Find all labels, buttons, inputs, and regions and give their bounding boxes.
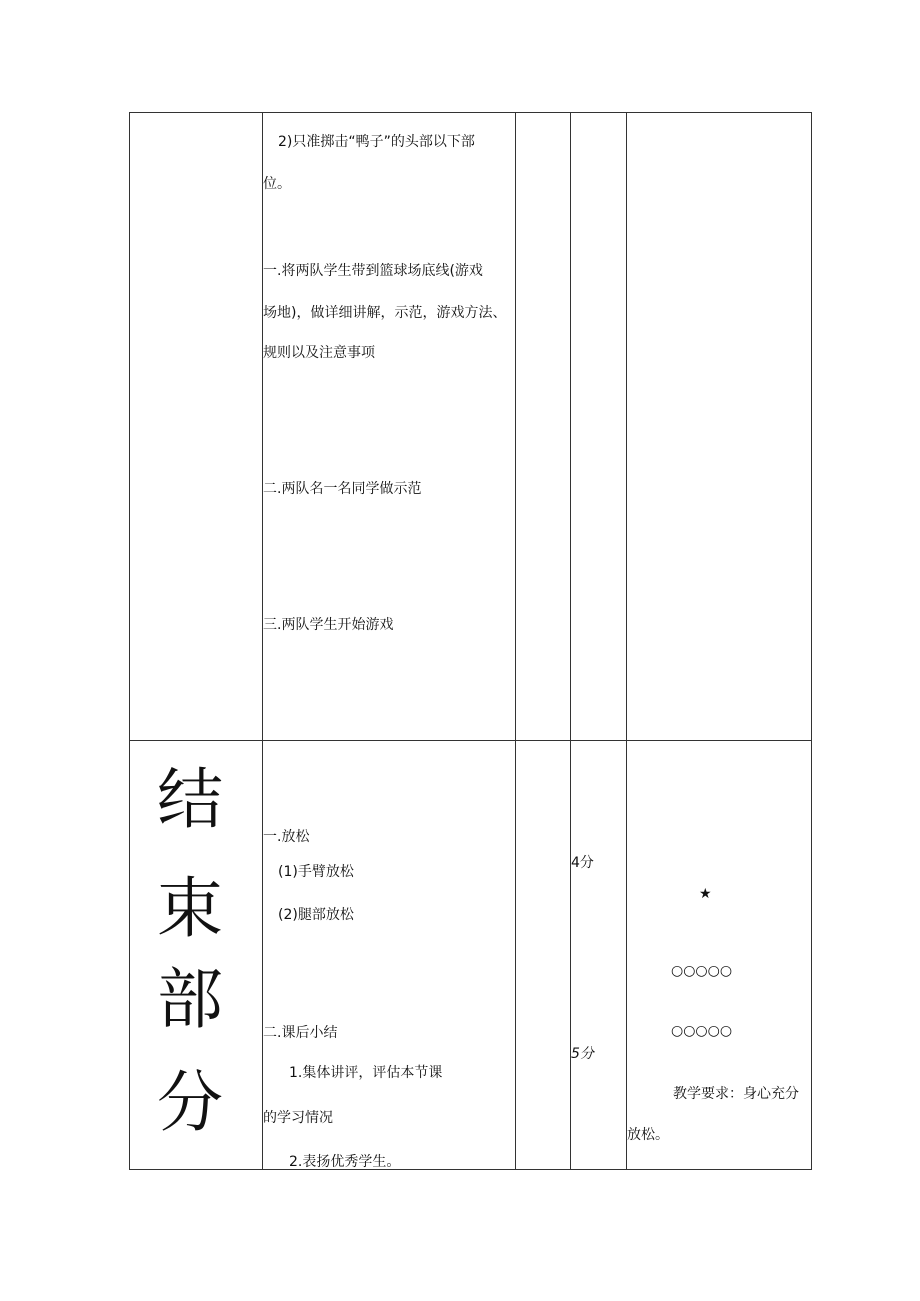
column-divider-3 bbox=[570, 112, 571, 1170]
content-line: 2)只准掷击“鸭子”的头部以下部 bbox=[278, 134, 475, 150]
section-title-char: 部 bbox=[157, 961, 223, 1038]
content-line: 的学习情况 bbox=[263, 1110, 333, 1126]
section-title-char: 束 bbox=[157, 870, 223, 947]
column-divider-2 bbox=[515, 112, 516, 1170]
content-line: 1.集体讲评，评估本节课 bbox=[289, 1065, 443, 1081]
content-line: 三.两队学生开始游戏 bbox=[263, 617, 394, 633]
column-divider-4 bbox=[626, 112, 627, 1170]
row-divider bbox=[129, 740, 812, 741]
content-line: 一.放松 bbox=[263, 829, 310, 845]
teacher-star-icon: ★ bbox=[699, 886, 712, 902]
content-line: 2.表扬优秀学生。 bbox=[289, 1154, 401, 1170]
content-line: 一.将两队学生带到篮球场底线(游戏 bbox=[263, 263, 483, 279]
content-line: 二.两队名一名同学做示范 bbox=[263, 481, 422, 497]
section-title-char: 结 bbox=[157, 761, 223, 838]
content-line: 场地)，做详细讲解，示范，游戏方法、 bbox=[263, 305, 507, 321]
content-line: (2)腿部放松 bbox=[278, 907, 354, 923]
student-row-circles: ○○○○○ bbox=[671, 1023, 733, 1039]
requirement-text: 放松。 bbox=[627, 1127, 669, 1143]
requirement-text: 教学要求：身心充分 bbox=[673, 1086, 799, 1102]
content-line: 位。 bbox=[263, 176, 291, 192]
time-value: 4分 bbox=[571, 855, 594, 871]
student-row-circles: ○○○○○ bbox=[671, 963, 733, 979]
section-title-char: 分 bbox=[157, 1064, 223, 1141]
content-line: (1)手臂放松 bbox=[278, 864, 354, 880]
time-value: 5分 bbox=[571, 1046, 594, 1062]
content-line: 规则以及注意事项 bbox=[263, 345, 375, 361]
content-line: 二.课后小结 bbox=[263, 1025, 338, 1041]
